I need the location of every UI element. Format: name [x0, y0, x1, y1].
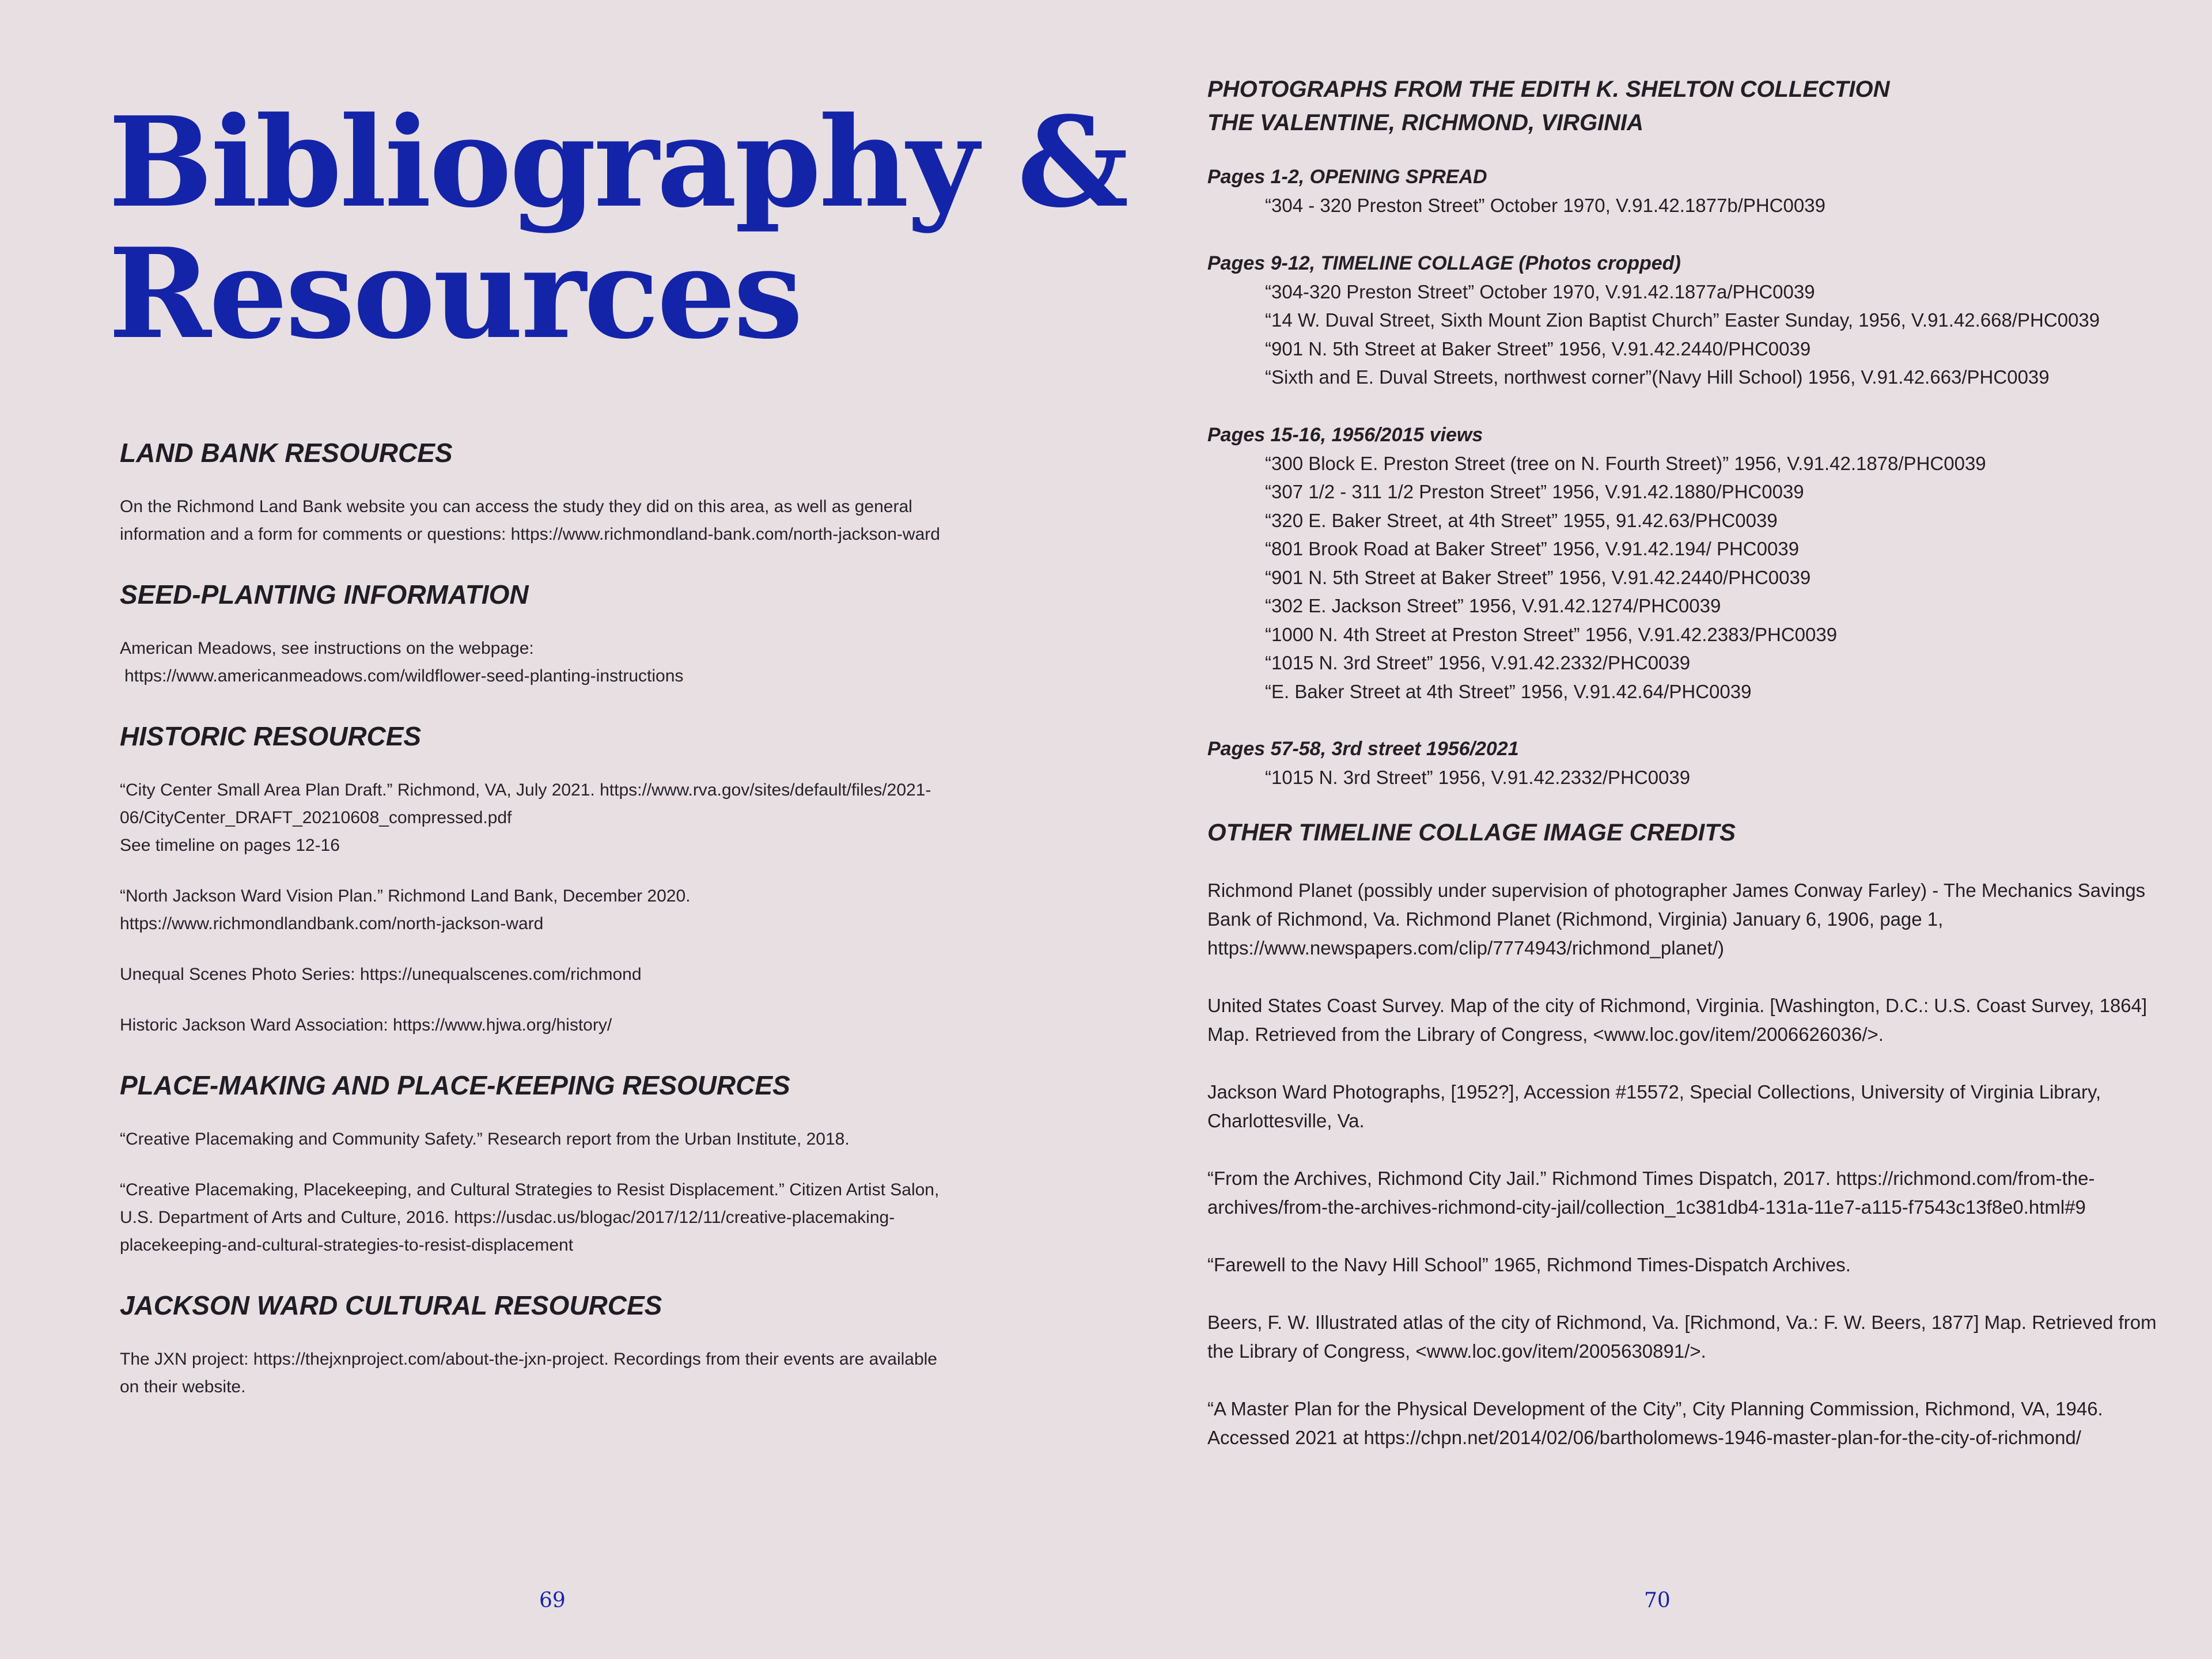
jackson-ward-heading: JACKSON WARD CULTURAL RESOURCES	[120, 1290, 662, 1320]
right-page	[1106, 0, 2212, 1659]
page-number-right: 70	[1644, 1589, 1671, 1612]
credit-item: “Farewell to the Navy Hill School” 1965, Richmond Times-Dispatch Archives.	[1207, 1253, 1851, 1275]
photo-entry: “307 1/2 - 311 1/2 Preston Street” 1956, V.91.42.1880/PHC0039	[1265, 481, 1804, 502]
photo-entry: “320 E. Baker Street, at 4th Street” 1955, 91.42.63/PHC0039	[1265, 509, 1778, 531]
placemaking-section	[120, 1068, 949, 1259]
photo-entry: “E. Baker Street at 4th Street” 1956, V.91.42.64/PHC0039	[1265, 680, 1752, 702]
seed-section	[120, 577, 949, 690]
photo-entry: “14 W. Duval Street, Sixth Mount Zion Baptist Church” Easter Sunday, 1956, V.91.42.668/PHC0039	[1265, 309, 2100, 331]
credit-item: United States Coast Survey. Map of the city of Richmond, Virginia. [Washington, D.C.: U.S. Coast Survey, 1864] Map. Retrieved from the Library of Congress, <www.loc.gov/item/2006626036/>.	[1207, 994, 2147, 1045]
land-bank-section	[120, 435, 949, 548]
photo-entry: “1015 N. 3rd Street” 1956, V.91.42.2332/PHC0039	[1265, 767, 1691, 788]
photo-group-label: Pages 15-16, 1956/2015 views	[1207, 423, 1483, 446]
credit-item: “From the Archives, Richmond City Jail.” Richmond Times Dispatch, 2017. https://richmond.com/from-the-archives/from-the-archives-richmond-city-jail/collection_1c381db4-131a-11e7-a115-f7543c13f8e0.html#9	[1207, 1167, 2095, 1218]
historic-heading: HISTORIC RESOURCES	[120, 721, 422, 751]
photo-entry: “304 - 320 Preston Street” October 1970, V.91.42.1877b/PHC0039	[1265, 195, 1825, 216]
other-credits-heading: OTHER TIMELINE COLLAGE IMAGE CREDITS	[1207, 818, 1736, 846]
title-line-1: Bibliography &	[108, 89, 1127, 235]
photo-group-label: Pages 1-2, OPENING SPREAD	[1207, 166, 1487, 188]
photos-heading-line-2: THE VALENTINE, RICHMOND, VIRGINIA	[1207, 110, 1644, 135]
photo-groups	[1207, 162, 2175, 792]
photo-entry: “300 Block E. Preston Street (tree on N. Fourth Street)” 1956, V.91.42.1878/PHC0039	[1265, 452, 1986, 474]
photo-entry: “801 Brook Road at Baker Street” 1956, V.91.42.194/ PHC0039	[1265, 538, 1800, 559]
photos-heading-line-1: PHOTOGRAPHS FROM THE EDITH K. SHELTON COLLECTION	[1207, 77, 1890, 102]
credit-item: Beers, F. W. Illustrated atlas of the city of Richmond, Va. [Richmond, Va.: F. W. Beers, 1877] Map. Retrieved from the Library of Congress, <www.loc.gov/item/2005630891/>.	[1207, 1311, 2157, 1362]
seed-link[interactable]: https://www.americanmeadows.com/wildflower-seed-planting-instructions	[124, 666, 684, 685]
historic-item-4: Historic Jackson Ward Association: https://www.hjwa.org/history/	[120, 1016, 612, 1035]
credits-list	[1207, 876, 2175, 1452]
photo-entry: “Sixth and E. Duval Streets, northwest corner”(Navy Hill School) 1956, V.91.42.663/PHC0039	[1265, 366, 2050, 388]
land-bank-text: On the Richmond Land Bank website you can access the study they did on this area, as well as general information and a form for comments or questions: https://www.richmondland-bank.com/north-jackson-ward	[120, 497, 940, 544]
photo-entry: “1000 N. 4th Street at Preston Street” 1956, V.91.42.2383/PHC0039	[1265, 623, 1838, 645]
credit-item: “A Master Plan for the Physical Development of the City”, City Planning Commission, Richmond, VA, 1946. Accessed 2021 at https://chpn.net/2014/02/06/bartholomews-1946-master-plan-for-the-city-of-richmond/	[1207, 1397, 2103, 1448]
title-line-2: Resources	[108, 221, 801, 366]
photo-entry: “901 N. 5th Street at Baker Street” 1956, V.91.42.2440/PHC0039	[1265, 566, 1811, 588]
page-number-left: 69	[539, 1589, 566, 1612]
photo-entry: “304-320 Preston Street” October 1970, V.91.42.1877a/PHC0039	[1265, 281, 1815, 302]
page-title	[108, 89, 1127, 366]
right-body	[1207, 73, 2175, 1452]
photo-entry: “1015 N. 3rd Street” 1956, V.91.42.2332/PHC0039	[1265, 652, 1691, 673]
jackson-ward-section	[120, 1288, 949, 1401]
left-body	[120, 435, 949, 1401]
photo-group-label: Pages 9-12, TIMELINE COLLAGE (Photos cropped)	[1207, 252, 1681, 274]
photo-entry: “302 E. Jackson Street” 1956, V.91.42.1274/PHC0039	[1265, 595, 1721, 616]
seed-text-1: American Meadows, see instructions on the webpage:	[120, 639, 534, 658]
credit-item: Jackson Ward Photographs, [1952?], Accession #15572, Special Collections, University of Virginia Library, Charlottesville, Va.	[1207, 1081, 2101, 1131]
placemaking-heading: PLACE-MAKING AND PLACE-KEEPING RESOURCES	[120, 1070, 790, 1100]
credit-item: Richmond Planet (possibly under supervision of photographer James Conway Farley) - The Mechanics Savings Bank of Richmond, Va. Richmond Planet (Richmond, Virginia) January 6, 1906, page 1, https://www.newspapers.com/clip/7774943/richmond_planet/)	[1207, 879, 2146, 959]
placemaking-item-1: “Creative Placemaking and Community Safety.” Research report from the Urban Institute, 2018.	[120, 1130, 850, 1149]
placemaking-item-2: “Creative Placemaking, Placekeeping, and Cultural Strategies to Resist Displacement.” Citizen Artist Salon, U.S. Department of Arts and Culture, 2016. https://usdac.us/blogac/2017/12/11/creative-placemaking-placekeeping-and-cultural-strategies-to-resist-displacement	[120, 1180, 940, 1255]
seed-heading: SEED-PLANTING INFORMATION	[120, 579, 529, 609]
historic-item-1: “City Center Small Area Plan Draft.” Richmond, VA, July 2021. https://www.rva.gov/sites/default/files/2021-06/CityCenter_DRAFT_20210608_compressed.pdf	[120, 781, 931, 827]
historic-section	[120, 719, 949, 1039]
historic-item-2: “North Jackson Ward Vision Plan.” Richmond Land Bank, December 2020. https://www.richmondlandbank.com/north-jackson-ward	[120, 887, 691, 933]
jackson-ward-text: The JXN project: https://thejxnproject.com/about-the-jxn-project. Recordings from their events are available on their website.	[120, 1350, 937, 1396]
photo-group-label: Pages 57-58, 3rd street 1956/2021	[1207, 738, 1519, 760]
photo-entry: “901 N. 5th Street at Baker Street” 1956, V.91.42.2440/PHC0039	[1265, 338, 1811, 359]
historic-item-3: Unequal Scenes Photo Series: https://unequalscenes.com/richmond	[120, 965, 642, 984]
land-bank-heading: LAND BANK RESOURCES	[120, 438, 453, 468]
historic-item-1-note: See timeline on pages 12-16	[120, 836, 340, 855]
